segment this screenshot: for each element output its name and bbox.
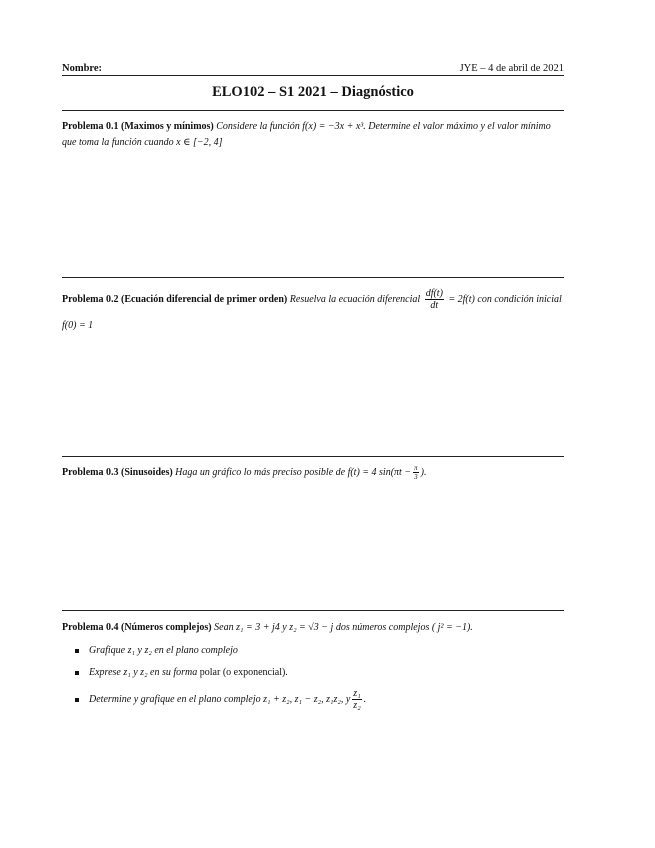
phase-numerator: π (414, 464, 418, 472)
name-label: Nombre: (62, 63, 103, 74)
problem-1-topic: (Maximos y mínimos) (120, 121, 214, 132)
separator-2 (62, 456, 564, 457)
problem-2 (62, 287, 562, 339)
problem-1 (62, 119, 562, 151)
problem-3-label: Problema 0.3 (62, 466, 119, 478)
phase-fraction (413, 464, 419, 481)
problem-4-text-b: y (282, 622, 287, 633)
b2-text-d: polar (o exponencial). (199, 667, 288, 678)
derivative-fraction (425, 288, 444, 311)
list-item (62, 665, 562, 681)
b1-math-b: z₂ (144, 645, 152, 656)
problem-4-statement (62, 620, 562, 636)
problem-2-text-a: Resuelva la ecuación diferencial (289, 294, 421, 305)
problem-3-text-a: Haga un gráfico lo más preciso posible de (175, 466, 346, 478)
problem-4-text-c: dos números complejos (335, 622, 430, 633)
problem-4-label: Problema 0.4 (62, 622, 119, 633)
problem-3-topic: (Sinusoides) (120, 466, 173, 478)
problem-4-math-a: z₁ = 3 + j4 (236, 622, 280, 633)
b2-text-a: Exprese (89, 667, 121, 678)
separator-3 (62, 610, 564, 611)
problem-2-math-a: = 2f(t) (448, 294, 475, 305)
page-title: ELO102 – S1 2021 – Diagnóstico (212, 84, 414, 100)
author-date: JYE – 4 de abril de 2021 (459, 63, 564, 74)
quotient-fraction (352, 688, 361, 711)
b2-math-a: z₁ (123, 667, 131, 678)
problem-4-topic: (Números complejos) (120, 622, 212, 633)
b2-text-c: en su forma (150, 667, 198, 678)
derivative-denominator: dt (430, 300, 439, 312)
problem-4 (62, 620, 562, 719)
b1-text-c: en el plano complejo (154, 645, 238, 656)
list-item (62, 643, 562, 659)
quotient-denominator: z₂ (353, 700, 361, 712)
problem-1-math-b: x ∈ [−2, 4] (176, 137, 223, 148)
phase-denominator: 3 (414, 473, 418, 481)
problem-4-text-a: Sean (214, 622, 234, 633)
problem-1-math-a: f(x) = −3x + x³. (302, 121, 366, 132)
header-rule (62, 75, 564, 76)
b3-text-b: y (345, 694, 351, 705)
problem-1-label: Problema 0.1 (62, 121, 119, 132)
b1-math-a: z₁ (127, 645, 135, 656)
problem-4-math-c: ( j² = −1). (431, 622, 473, 633)
problem-4-math-b: z₂ = √3 − j (289, 622, 334, 633)
bullet-icon (75, 649, 79, 653)
problem-3 (62, 464, 562, 481)
bullet-icon (75, 671, 79, 675)
problem-1-text-b: Determine el valor máximo y el valor mínimo que toma la función cuando (62, 121, 551, 148)
problem-2-text-b: con condición inicial (477, 294, 562, 305)
derivative-numerator: df(t) (425, 288, 443, 300)
problem-3-math-b: ). (420, 466, 427, 478)
task-list (62, 643, 562, 713)
separator-1 (62, 277, 564, 278)
problem-2-math-b: f(0) = 1 (62, 320, 94, 331)
problem-2-topic: (Ecuación diferencial de primer orden) (120, 294, 288, 305)
list-item (62, 687, 562, 713)
b1-text-a: Grafique (89, 645, 126, 656)
problem-2-label: Problema 0.2 (62, 294, 119, 305)
title-rule (62, 110, 564, 111)
b3-text-a: Determine y grafique en el plano complejo (89, 694, 261, 705)
b2-text-b: y (133, 667, 138, 678)
problem-1-text-a: Considere la función (216, 121, 300, 132)
b3-math-a: z₁ + z₂, z₁ − z₂, z₁z₂, (263, 694, 344, 705)
bullet-icon (75, 698, 79, 702)
quotient-numerator: z₁ (353, 688, 361, 700)
b1-text-b: y (137, 645, 142, 656)
b3-end: . (363, 694, 367, 705)
problem-3-math-a: f(t) = 4 sin(πt − (347, 466, 412, 478)
b2-math-b: z₂ (140, 667, 148, 678)
